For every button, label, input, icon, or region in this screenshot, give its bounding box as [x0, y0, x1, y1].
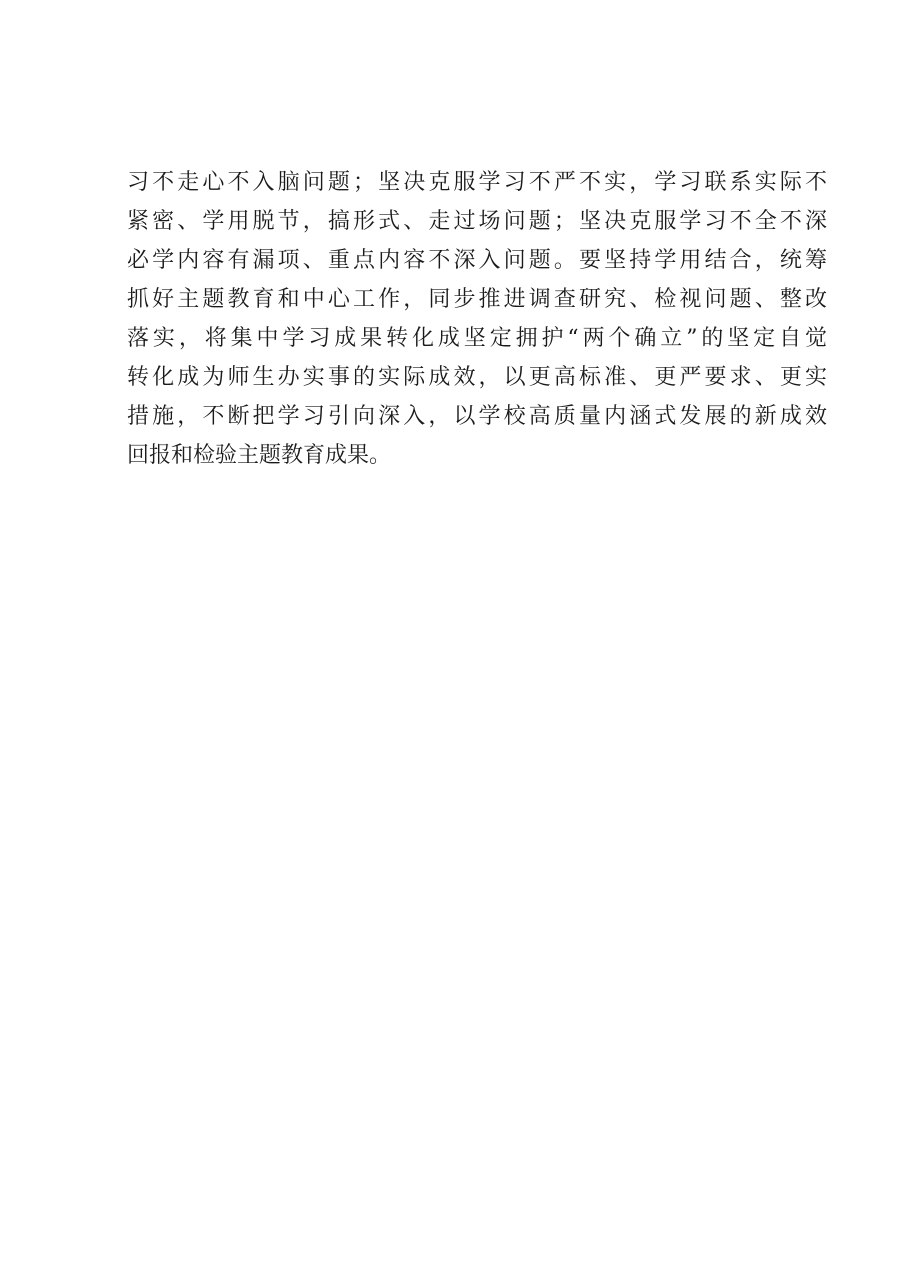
paragraph-line: 措施，不断把学习引向深入，以学校高质量内涵式发展的新成效	[127, 404, 827, 429]
paragraph-line: 抓好主题教育和中心工作，同步推进调查研究、检视问题、整改	[127, 287, 827, 312]
paragraph-line: 落实，将集中学习成果转化成坚定拥护“两个确立”的坚定自觉	[127, 326, 827, 351]
paragraph-line: 紧密、学用脱节，搞形式、走过场问题；坚决克服学习不全不深	[127, 209, 827, 234]
paragraph-line: 回报和检验主题教育成果。	[127, 443, 392, 468]
paragraph-line: 习不走心不入脑问题；坚决克服学习不严不实，学习联系实际不	[127, 170, 827, 195]
paragraph-line: 必学内容有漏项、重点内容不深入问题。要坚持学用结合，统筹	[127, 248, 827, 273]
paragraph-line: 转化成为师生办实事的实际成效，以更高标准、更严要求、更实	[127, 365, 827, 390]
body-paragraph	[127, 163, 827, 475]
